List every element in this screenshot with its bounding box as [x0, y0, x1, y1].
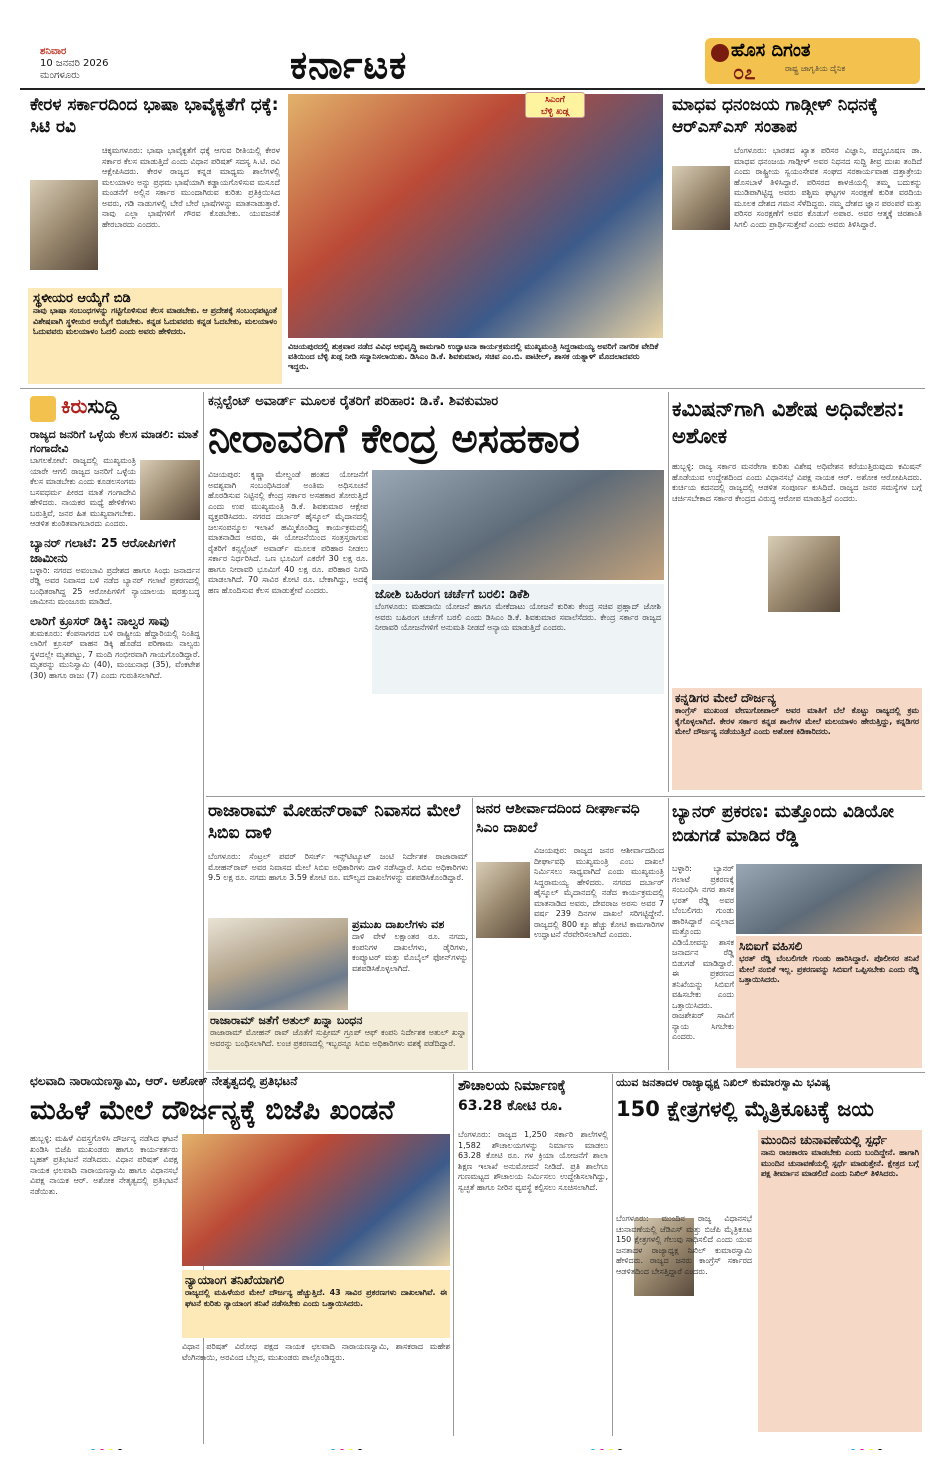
nikhil-box: ಮುಂದಿನ ಚುನಾವಣೆಯಲ್ಲಿ ಸ್ಪರ್ಧೆ ನಾನು ರಾಜಕಾರಣ ಮಾಡಬೇಕು ಎಂದು ಬಂದಿದ್ದೇನೆ. ಹಾಗಾಗಿ ಮುಂದಿನ ಚುನಾವಣೆಯಲ್ಲಿ ಸ್ಪರ್ಧೆ ಮಾಡುತ್ತೇನೆ. ಕ್ಷೇತ್ರದ ಬಗ್ಗೆ ಪಕ್ಷ ತೀರ್ಮಾನ ಮಾಡಲಿದೆ ಎಂದು ನಿಖಿಲ್ ತಿಳಿಸಿದರು.	[758, 1130, 922, 1432]
kirusuddi-column: ರಾಜ್ಯದ ಜನರಿಗೆ ಒಳ್ಳೆಯ ಕೆಲಸ ಮಾಡಲಿ: ಮಾತೆ ಗಂಗಾದೇವಿ ಬಾಗಲಕೋಟೆ: ರಾಜ್ಯದಲ್ಲಿ ಮುಖ್ಯಮಂತ್ರಿ ಯಾರೇ ಆಗಲಿ ರಾಜ್ಯದ ಜನರಿಗೆ ಒಳ್ಳೆಯ ಕೆಲಸ ಮಾಡಬೇಕು ಎಂದು ಕೂಡಲಸಂಗಮ ಬಸವಧರ್ಮ ಪೀಠದ ಮಾತೆ ಗಂಗಾದೇವಿ ಹೇಳಿದರು. ನಾಯಕರ ಮಧ್ಯೆ ಹೇಳಿಕೆಗಳು ಬರುತ್ತಿವೆ, ಜನರ ಹಿತ ಮುಖ್ಯವಾಗಬೇಕು. ಆಡಳಿತ ಕುಂಠಿತವಾಗಬಾರದು ಎಂದರು. ಬ್ಯಾನರ್ ಗಲಾಟೆ: 25 ಆರೋಪಿಗಳಿಗೆ ಜಾಮೀನು ಬಳ್ಳಾರಿ: ನಗರದ ಅವಂಬಾವಿ ಪ್ರದೇಶದ ಹಾಗೂ ಸಿಂಧು ಜನಾರ್ದನ ರೆಡ್ಡಿ ಅವರ ನಿವಾಸದ ಬಳಿ ನಡೆದ ಬ್ಯಾನರ್ ಗಲಾಟೆ ಪ್ರಕರಣದಲ್ಲಿ ಬಂಧಿತರಾಗಿದ್ದ 25 ಆರೋಪಿಗಳಿಗೆ ನ್ಯಾಯಾಲಯ ಷರತ್ತುಬದ್ಧ ಜಾಮೀನು ಮಂಜೂರು ಮಾಡಿದೆ. ಲಾರಿಗೆ ಕ್ರೂಸರ್ ಡಿಕ್ಕಿ: ನಾಲ್ವರ ಸಾವು ತುಮಕೂರು: ಕೆಂಪಸಾಗರದ ಬಳಿ ರಾಷ್ಟ್ರೀಯ ಹೆದ್ದಾರಿಯಲ್ಲಿ ನಿಂತಿದ್ದ ಲಾರಿಗೆ ಕ್ರೂಸರ್ ವಾಹನ ಡಿಕ್ಕಿ ಹೊಡೆದ ಪರಿಣಾಮ ನಾಲ್ವರು ಸ್ಥಳದಲ್ಲೇ ಮೃತಪಟ್ಟು, 7 ಮಂದಿ ಗಂಭೀರವಾಗಿ ಗಾಯಗೊಂಡಿದ್ದಾರೆ. ಮೃತರನ್ನು ಮುನಿಸ್ವಾಮಿ (40), ಮಂಜುನಾಥ (35), ವೆಂಕಟೇಶ (30) ಹಾಗೂ ರಾಜು (7) ಎಂದು ಗುರುತಿಸಲಾಗಿದೆ.	[30, 428, 200, 680]
cash-seized-photo	[208, 918, 348, 1010]
column-divider	[453, 1074, 454, 1436]
kirusuddi-title: ಕಿರುಸುದ್ದಿ	[30, 394, 200, 424]
newspaper-logo	[705, 38, 920, 84]
lead-box: ಜೋಶಿ ಬಹಿರಂಗ ಚರ್ಚೆಗೆ ಬರಲಿ: ಡಿಕೆಶಿ ಬೆಂಗಳೂರು: ಮಹದಾಯಿ ಯೋಜನೆ ಹಾಗೂ ಮೇಕೆದಾಟು ಯೋಜನೆ ಕುರಿತು ಕೇಂದ್ರ ಸಚಿವ ಪ್ರಹ್ಲಾದ್ ಜೋಶಿ ಅವರು ಬಹಿರಂಗ ಚರ್ಚೆಗೆ ಬರಲಿ ಎಂದು ಡಿಸಿಎಂ ಡಿ.ಕೆ. ಶಿವಕುಮಾರ ಸವಾಲೆಸೆದರು. ಕೇಂದ್ರ ಸರ್ಕಾರ ರಾಜ್ಯದ ನೀರಾವರಿ ಯೋಜನೆಗಳಿಗೆ ಅನುಮತಿ ನೀಡದೆ ಅನ್ಯಾಯ ಮಾಡುತ್ತಿದೆ ಎಂದರು.	[372, 584, 664, 694]
nikhil-body: ಬೆಂಗಳೂರು: ಮುಂದಿನ ರಾಜ್ಯ ವಿಧಾನಸಭೆ ಚುನಾವಣೆಯಲ್ಲಿ ಜೆಡಿಎಸ್ ಮತ್ತು ಬಿಜೆಪಿ ಮೈತ್ರಿಕೂಟ 150 ಕ್ಷೇತ್ರಗಳಲ್ಲಿ ಗೆಲುವು ಸಾಧಿಸಲಿದೆ ಎಂದು ಯುವ ಜನತಾದಳ ರಾಜ್ಯಾಧ್ಯಕ್ಷ ನಿಖಿಲ್ ಕುಮಾರಸ್ವಾಮಿ ಹೇಳಿದರು. ರಾಜ್ಯದ ಜನರು ಕಾಂಗ್ರೆಸ್ ಸರ್ಕಾರದ ಆಡಳಿತದಿಂದ ಬೇಸತ್ತಿದ್ದಾರೆ ಎಂದರು.	[616, 1214, 752, 1276]
column-divider	[668, 798, 669, 1070]
register-mark	[850, 1440, 910, 1450]
row-divider	[20, 388, 925, 389]
story1-body: ಚಿಕ್ಕಮಗಳೂರು: ಭಾಷಾ ಭಾವೈಕ್ಯತೆಗೆ ಧಕ್ಕೆ ಆಗುವ ರೀತಿಯಲ್ಲಿ ಕೇರಳ ಸರ್ಕಾರ ಕೆಲಸ ಮಾಡುತ್ತಿದೆ ಎಂದು ವಿಧಾನ ಪರಿಷತ್ ಸದಸ್ಯ ಸಿ.ಟಿ. ರವಿ ಆಕ್ಷೇಪಿಸಿದರು. ಕೇರಳ ರಾಜ್ಯದ ಕನ್ನಡ ಮಾಧ್ಯಮ ಶಾಲೆಗಳಲ್ಲಿ ಮಲಯಾಳಂ ಅನ್ನು ಪ್ರಥಮ ಭಾಷೆಯಾಗಿ ಕಡ್ಡಾಯಗೊಳಿಸುವ ಮಸೂದೆ ಮಂಡನೆಗೆ ಅಲ್ಲಿನ ಸರ್ಕಾರ ಮುಂದಾಗಿರುವ ಕುರಿತು ಪ್ರತಿಕ್ರಿಯಿಸಿದ ಅವರು, ಗಡಿ ನಾಡುಗಳಲ್ಲಿ ಬೇರೆ ಬೇರೆ ಭಾಷೆಗಳನ್ನು ಮಾತನಾಡುತ್ತಾರೆ. ನಾವು ಎಲ್ಲಾ ಭಾಷೆಗಳಿಗೆ ಗೌರವ ಕೊಡಬೇಕು. ಯುವಜನತೆ ಹೇರಬಾರದು ಎಂದರು.	[102, 146, 280, 229]
register-mark	[590, 1440, 650, 1450]
bjp-kicker: ಛಲವಾದಿ ನಾರಾಯಣಸ್ವಾಮಿ, ಆರ್. ಅಶೋಕ್ ನೇತೃತ್ವದಲ್ಲಿ ಪ್ರತಿಭಟನೆ	[30, 1074, 298, 1088]
cm-felicitation-photo	[288, 94, 663, 338]
reddy-press-photo	[736, 864, 922, 934]
bjp-body: ಹುಬ್ಬಳ್ಳಿ: ಮಹಿಳೆ ವಿವಸ್ತ್ರಗೊಳಿಸಿ ದೌರ್ಜನ್ಯ ನಡೆಸಿದ ಘಟನೆ ಖಂಡಿಸಿ ಬಿಜೆಪಿ ಮುಖಂಡರು ಹಾಗೂ ಕಾರ್ಯಕರ್ತರು ಬೃಹತ್ ಪ್ರತಿಭಟನೆ ನಡೆಸಿದರು. ವಿಧಾನ ಪರಿಷತ್ ವಿಪಕ್ಷ ನಾಯಕ ಛಲವಾದಿ ನಾರಾಯಣಸ್ವಾಮಿ ಹಾಗೂ ವಿಧಾನಸಭೆ ವಿಪಕ್ಷ ನಾಯಕ ಆರ್. ಅಶೋಕ ನೇತೃತ್ವದಲ್ಲಿ ಪ್ರತಿಭಟನೆ ನಡೆಯಿತು.	[30, 1134, 178, 1196]
ashok-box: ಕನ್ನಡಿಗರ ಮೇಲೆ ದೌರ್ಜನ್ಯ ಕಾಂಗ್ರೆಸ್ ಮುಖಂಡ ವೇಣುಗೋಪಾಲ್ ಅವರ ಮಾತಿಗೆ ಬೆಲೆ ಕೊಟ್ಟು ರಾಜ್ಯದಲ್ಲಿ ಕ್ರಮ ಕೈಗೊಳ್ಳಲಾಗಿದೆ. ಕೇರಳ ಸರ್ಕಾರ ಕನ್ನಡ ಶಾಲೆಗಳ ಮೇಲೆ ಮಲಯಾಳಂ ಹೇರುತ್ತಿದ್ದು, ಕನ್ನಡಿಗರ ಮೇಲೆ ದೌರ್ಜನ್ಯ ನಡೆಯುತ್ತಿದೆ ಎಂದು ಅಶೋಕ ಕಿಡಿಕಾರಿದರು.	[672, 688, 922, 790]
cbi-body: ಬೆಂಗಳೂರು: ಸೆಂಟ್ರಲ್ ಪವರ್ ರಿಸರ್ಚ್ ಇನ್ಸ್‌ಟಿಟ್ಯೂಟ್ ಜಂಟಿ ನಿರ್ದೇಶಕ ರಾಜಾರಾಮ್ ಮೋಹನ್‌ರಾವ್ ಅವರ ನಿವಾಸದ ಮೇಲೆ ಸಿಬಿಐ ಅಧಿಕಾರಿಗಳು ದಾಳಿ ನಡೆಸಿದ್ದಾರೆ. ಸಿಬಿಐ ಅಧಿಕಾರಿಗಳು 9.5 ಲಕ್ಷ ರೂ. ನಗದು ಹಾಗೂ 3.59 ಕೋಟಿ ರೂ. ಮೌಲ್ಯದ ದಾಖಲೆಗಳನ್ನು ವಶಪಡಿಸಿಕೊಂಡಿದ್ದಾರೆ.	[208, 852, 468, 882]
nikhil-kicker: ಯುವ ಜನತಾದಳ ರಾಜ್ಯಾಧ್ಯಕ್ಷ ನಿಖಿಲ್ ಕುಮಾರಸ್ವಾಮಿ ಭವಿಷ್ಯ	[616, 1076, 831, 1089]
logo-tagline: ರಾಷ್ಟ್ರ ಜಾಗೃತಿಯ ದೈನಿಕ	[785, 64, 846, 73]
story3-body: ಬೆಂಗಳೂರು: ಭಾರತದ ಖ್ಯಾತ ಪರಿಸರ ವಿಜ್ಞಾನಿ, ಪದ್ಮಭೂಷಣ ಡಾ. ಮಾಧವ ಧನಂಜಯ ಗಾಡ್ಗೀಳ್ ಅವರ ನಿಧನದ ಸುದ್ದಿ ತೀವ್ರ ದುಃಖ ತಂದಿದೆ ಎಂದು ರಾಷ್ಟ್ರೀಯ ಸ್ವಯಂಸೇವಕ ಸಂಘದ ಸರಕಾರ್ಯವಾಹ ದತ್ತಾತ್ರೇಯ ಹೊಸಬಾಳೆ ತಿಳಿಸಿದ್ದಾರೆ. ಪರಿಸರದ ಕಾಳಜಿಯಲ್ಲಿ ತಮ್ಮ ಬದುಕನ್ನು ಮುಡಿಪಾಗಿಟ್ಟಿದ್ದ ಅವರು ಪಶ್ಚಿಮ ಘಟ್ಟಗಳ ಸಂರಕ್ಷಣೆ ಕುರಿತ ವರದಿಯ ಮೂಲಕ ದೇಶದ ಗಮನ ಸೆಳೆದಿದ್ದರು. ನಮ್ಮ ದೇಶದ ಜ್ಞಾನ ಪರಂಪರೆ ಮತ್ತು ಪರಿಸರ ಸಂರಕ್ಷಣೆಗೆ ಅವರ ಕೊಡುಗೆ ಅಪಾರ. ಅವರ ಆತ್ಮಕ್ಕೆ ಚಿರಶಾಂತಿ ಸಿಗಲಿ ಎಂದು ಪ್ರಾರ್ಥಿಸುತ್ತೇವೆ ಎಂದು ಅವರು ತಿಳಿಸಿದ್ದಾರೆ.	[734, 146, 922, 229]
bjp-body2: ವಿಧಾನ ಪರಿಷತ್ ವಿರೋಧ ಪಕ್ಷದ ನಾಯಕ ಛಲವಾದಿ ನಾರಾಯಣಸ್ವಾಮಿ, ಶಾಸಕರಾದ ಮಹೇಶ ಟೆಂಗಿನಕಾಯಿ, ಅರವಿಂದ ಬೆಲ್ಲದ, ಮುಖಂಡರು ಪಾಲ್ಗೊಂಡಿದ್ದರು.	[182, 1342, 450, 1362]
edition-city: ಮಂಗಳೂರು	[40, 70, 80, 81]
reddy-body: ಬಳ್ಳಾರಿ: ಬ್ಯಾನರ್ ಗಲಾಟೆ ಪ್ರಕರಣಕ್ಕೆ ಸಂಬಂಧಿಸಿ ನಗರ ಶಾಸಕ ಭರತ್ ರೆಡ್ಡಿ ಅವರ ಬೆಂಬಲಿಗರು ಗುಂಡು ಹಾರಿಸಿದ್ದಾರೆ ಎನ್ನಲಾದ ಮತ್ತೊಂದು ವಿಡಿಯೋವನ್ನು ಶಾಸಕ ಜನಾರ್ದನ ರೆಡ್ಡಿ ಬಿಡುಗಡೆ ಮಾಡಿದ್ದಾರೆ. ಈ ಪ್ರಕರಣದ ತನಿಖೆಯನ್ನು ಸಿಬಿಐಗೆ ವಹಿಸಬೇಕು ಎಂದು ಒತ್ತಾಯಿಸಿದರು. ರಾಜಶೇಖರ್ ಸಾವಿಗೆ ನ್ಯಾಯ ಸಿಗಬೇಕು ಎಂದರು.	[672, 864, 734, 1041]
lead-body: ವಿಜಯಪುರ: ಕೃಷ್ಣಾ ಮೇಲ್ದಂಡೆ ಹಂತದ ಯೋಜನೆಗೆ ಅವಶ್ಯವಾಗಿ ಸಂಬಂಧಿಸಿದಂತೆ ಅಂತಿಮ ಅಧಿಸೂಚನೆ ಹೊರಡಿಸುವ ನಿಟ್ಟಿನಲ್ಲಿ ಕೇಂದ್ರ ಸರ್ಕಾರ ಅಸಹಕಾರ ತೋರುತ್ತಿದೆ ಎಂದು ಉಪ ಮುಖ್ಯಮಂತ್ರಿ ಡಿ.ಕೆ. ಶಿವಕುಮಾರ ಆಕ್ಷೇಪ ವ್ಯಕ್ತಪಡಿಸಿದರು. ನಗರದ ದರ್ಬಾರ್ ಹೈಸ್ಕೂಲ್ ಮೈದಾನದಲ್ಲಿ ಜಲಸಂಪನ್ಮೂಲ ಇಲಾಖೆ ಹಮ್ಮಿಕೊಂಡಿದ್ದ ಕಾರ್ಯಕ್ರಮದಲ್ಲಿ ಮಾತನಾಡಿದ ಅವರು, ಈ ಯೋಜನೆಯಿಂದ ಸಂತ್ರಸ್ತರಾಗುವ ರೈತರಿಗೆ ಕನ್ಸಲ್ಟೆಂಟ್ ಅವಾರ್ಡ್ ಮೂಲಕ ಪರಿಹಾರ ನೀಡಲು ಸರ್ಕಾರ ನಿರ್ಧರಿಸಿದೆ. ಒಣ ಭೂಮಿಗೆ ಎಕರೆಗೆ 30 ಲಕ್ಷ ರೂ. ಹಾಗೂ ನೀರಾವರಿ ಭೂಮಿಗೆ 40 ಲಕ್ಷ ರೂ. ಪರಿಹಾರ ನಿಗದಿ ಮಾಡಲಾಗಿದೆ. 70 ಸಾವಿರ ಕೋಟಿ ರೂ. ಬೇಕಾಗಿದ್ದು, ಅದಕ್ಕೆ ಹಣ ಹೊಂದಿಸುವ ಕೆಲಸ ಮಾಡುತ್ತೇವೆ ಎಂದರು.	[208, 470, 368, 595]
badge: ಸಿಎಂಗೆ ಬೆಳ್ಳಿ ಖಡ್ಗ	[525, 92, 585, 118]
weekday: ಶನಿವಾರ	[40, 46, 67, 57]
story1-box: ಸ್ಥಳೀಯರ ಆಯ್ಕೆಗೆ ಬಿಡಿ ನಾವು ಭಾಷಾ ಸಂಬಂಧಗಳನ್ನು ಗಟ್ಟಿಗೊಳಿಸುವ ಕೆಲಸ ಮಾಡಬೇಕು. ಆ ಪ್ರದೇಶಕ್ಕೆ ಸಂಬಂಧಪಟ್ಟಂತೆ ವಿಶೇಷವಾಗಿ ಸ್ಥಳೀಯರ ಆಯ್ಕೆಗೆ ಬಿಡಬೇಕು. ಕನ್ನಡ ಓದುವವರು ಕನ್ನಡ ಓದಬೇಕು, ಮಲಯಾಳಂ ಓದುವವರು ಮಲಯಾಳಂ ಓದಲಿ ಎಂದು ಅವರು ಹೇಳಿದರು.	[28, 288, 282, 384]
cbi-inset: ಪ್ರಮುಖ ದಾಖಲೆಗಳು ವಶ ದಾಳಿ ವೇಳೆ ಲಕ್ಷಾಂತರ ರೂ. ನಗದು, ಕಂಪನಿಗಳ ದಾಖಲೆಗಳು, ಡೈರಿಗಳು, ಕಂಪ್ಯೂಟರ್ ಮತ್ತು ಮೊಬೈಲ್ ಫೋನ್‌ಗಳನ್ನು ವಶಪಡಿಸಿಕೊಳ್ಳಲಾಗಿದೆ.	[352, 918, 468, 973]
ashok-headline: ಕಮಿಷನ್‌ಗಾಗಿ ವಿಶೇಷ ಅಧಿವೇಶನ: ಅಶೋಕ	[672, 397, 905, 448]
gangadevi-photo	[140, 460, 200, 520]
dks-rally-photo	[372, 470, 664, 580]
row-divider	[206, 796, 925, 797]
section-title: ಕರ್ನಾಟಕ	[290, 42, 408, 87]
logo-title: ಹೊಸ ದಿಗಂತ	[731, 40, 811, 61]
megaphone-icon	[30, 396, 56, 422]
bjp-headline: ಮಹಿಳೆ ಮೇಲೆ ದೌರ್ಜನ್ಯಕ್ಕೆ ಬಿಜೆಪಿ ಖಂಡನೆ	[30, 1095, 395, 1126]
column-divider	[668, 392, 669, 792]
register-mark	[330, 1440, 390, 1450]
register-mark	[90, 1440, 150, 1450]
cm-body: ವಿಜಯಪುರ: ರಾಜ್ಯದ ಜನರ ಆಶೀರ್ವಾದದಿಂದ ದೀರ್ಘಾವಧಿ ಮುಖ್ಯಮಂತ್ರಿ ಎಂಬ ದಾಖಲೆ ನಿರ್ಮಿಸಲು ಸಾಧ್ಯವಾಗಿದೆ ಎಂದು ಮುಖ್ಯಮಂತ್ರಿ ಸಿದ್ದರಾಮಯ್ಯ ಹೇಳಿದರು. ನಗರದ ದರ್ಬಾರ್ ಹೈಸ್ಕೂಲ್ ಮೈದಾನದಲ್ಲಿ ನಡೆದ ಕಾರ್ಯಕ್ರಮದಲ್ಲಿ ಮಾತನಾಡಿದ ಅವರು, ದೇವರಾಜ ಅರಸು ಅವರ 7 ವರ್ಷ 239 ದಿನಗಳ ದಾಖಲೆ ಸರಿಗಟ್ಟಿದ್ದೇನೆ. ರಾಜ್ಯದಲ್ಲಿ 800 ಕ್ಕೂ ಹೆಚ್ಚು ಕೋಟಿ ಕಾಮಗಾರಿಗಳ ಉದ್ಘಾಟನೆ ನೆರವೇರಿಸಲಾಗಿದೆ ಎಂದರು.	[534, 846, 664, 939]
lead-headline: ನೀರಾವರಿಗೆ ಕೇಂದ್ರ ಅಸಹಕಾರ	[208, 416, 580, 462]
page-number: ೦೭	[733, 60, 756, 84]
header-divider	[20, 88, 925, 90]
toilet-headline: ಶೌಚಾಲಯ ನಿರ್ಮಾಣಕ್ಕೆ 63.28 ಕೋಟಿ ರೂ.	[458, 1078, 566, 1114]
reddy-headline: ಬ್ಯಾನರ್ ಪ್ರಕರಣ: ಮತ್ತೊಂದು ವಿಡಿಯೋ ಬಿಡುಗಡೆ ಮಾಡಿದ ರೆಡ್ಡಿ	[672, 802, 894, 846]
cm-headline: ಜನರ ಆಶೀರ್ವಾದದಿಂದ ದೀರ್ಘಾವಧಿ ಸಿಎಂ ದಾಖಲೆ	[476, 801, 640, 836]
ashok-body: ಹುಬ್ಬಳ್ಳಿ: ರಾಜ್ಯ ಸರ್ಕಾರ ಮನರೇಗಾ ಕುರಿತು ವಿಶೇಷ ಅಧಿವೇಶನ ಕರೆಯುತ್ತಿರುವುದು ಕಮಿಷನ್ ಹೊಡೆಯುವ ಉದ್ದೇಶದಿಂದ ಎಂದು ವಿಧಾನಸಭೆ ವಿಪಕ್ಷ ನಾಯಕ ಆರ್. ಅಶೋಕ ಆರೋಪಿಸಿದರು. ಕುರ್ಚಿಯ ಕದನದಲ್ಲಿ ರಾಜ್ಯದಲ್ಲಿ ಆಡಳಿತ ಸಂಪೂರ್ಣ ಕುಸಿದಿದೆ. ರಾಜ್ಯದ ಜನರ ಸಮಸ್ಯೆಗಳ ಬಗ್ಗೆ ಚರ್ಚಿಸಬೇಕಾದ ಸರ್ಕಾರ ಕೇಂದ್ರದ ವಿರುದ್ಧ ಆರೋಪ ಮಾಡುತ್ತಿದೆ ಎಂದರು.	[672, 462, 922, 503]
column-divider	[472, 798, 473, 1070]
cbi-headline: ರಾಜಾರಾಮ್ ಮೋಹನ್‌ರಾವ್ ನಿವಾಸದ ಮೇಲೆ ಸಿಬಿಐ ದಾಳಿ	[208, 801, 461, 843]
nikhil-headline: 150 ಕ್ಷೇತ್ರಗಳಲ್ಲಿ ಮೈತ್ರಿಕೂಟಕ್ಕೆ ಜಯ	[616, 1097, 874, 1121]
photo-caption: ವಿಜಯಪುರದಲ್ಲಿ ಶುಕ್ರವಾರ ನಡೆದ ವಿವಿಧ ಅಭಿವೃದ್ಧಿ ಕಾಮಗಾರಿ ಉದ್ಘಾಟನಾ ಕಾರ್ಯಕ್ರಮದಲ್ಲಿ ಮುಖ್ಯಮಂತ್ರಿ ಸಿದ್ದರಾಮಯ್ಯ ಅವರಿಗೆ ನಾಗರಿಕ ವೇದಿಕೆ ವತಿಯಿಂದ ಬೆಳ್ಳಿ ಖಡ್ಗ ನೀಡಿ ಸನ್ಮಾನಿಸಲಾಯಿತು. ಡಿಸಿಎಂ ಡಿ.ಕೆ. ಶಿವಕುಮಾರ, ಸಚಿವ ಎಂ.ಬಿ. ಪಾಟೀಲ್, ಶಾಸಕ ಯತ್ನಾಳ್ ಮೊದಲಾದವರು ಇದ್ದರು.	[288, 342, 659, 371]
bjp-protest-photo	[182, 1134, 450, 1266]
toilet-body: ಬೆಂಗಳೂರು: ರಾಜ್ಯದ 1,250 ಸರ್ಕಾರಿ ಶಾಲೆಗಳಲ್ಲಿ 1,582 ಶೌಚಾಲಯಗಳನ್ನು ನಿರ್ಮಾಣ ಮಾಡಲು 63.28 ಕೋಟಿ ರೂ. ಗಳ ಕ್ರಿಯಾ ಯೋಜನೆಗೆ ಶಾಲಾ ಶಿಕ್ಷಣ ಇಲಾಖೆ ಅನುಮೋದನೆ ನೀಡಿದೆ. ಪ್ರತಿ ಶಾಲೆಗೂ ಗುಣಮಟ್ಟದ ಶೌಚಾಲಯ ನಿರ್ಮಿಸಲು ಉದ್ದೇಶಿಸಲಾಗಿದ್ದು, ಸ್ವಚ್ಛತೆ ಹಾಗೂ ನೀರಿನ ವ್ಯವಸ್ಥೆ ಕಲ್ಪಿಸಲು ಸೂಚಿಸಲಾಗಿದೆ.	[458, 1130, 608, 1192]
column-divider	[612, 1074, 613, 1436]
row-divider	[206, 1072, 925, 1073]
lamp-icon	[711, 44, 729, 62]
date-block	[40, 46, 210, 86]
lead-body-cont	[372, 700, 664, 792]
story1-headline: ಕೇರಳ ಸರ್ಕಾರದಿಂದ ಭಾಷಾ ಭಾವೈಕ್ಯತೆಗೆ ಧಕ್ಕೆ: ಸಿಟಿ ರವಿ	[30, 95, 279, 137]
reddy-box: ಸಿಬಿಐಗೆ ವಹಿಸಲಿ ಭರತ್ ರೆಡ್ಡಿ ಬೆಂಬಲಿಗರೇ ಗುಂಡು ಹಾರಿಸಿದ್ದಾರೆ. ಪೊಲೀಸರ ತನಿಖೆ ಮೇಲೆ ನಂಬಿಕೆ ಇಲ್ಲ. ಪ್ರಕರಣವನ್ನು ಸಿಬಿಐಗೆ ಒಪ್ಪಿಸಬೇಕು ಎಂದು ರೆಡ್ಡಿ ಒತ್ತಾಯಿಸಿದರು.	[736, 936, 922, 1068]
lead-kicker: ಕನ್ಸಲ್ಟೆಂಟ್ ಅವಾರ್ಡ್ ಮೂಲಕ ರೈತರಿಗೆ ಪರಿಹಾರ: ಡಿ.ಕೆ. ಶಿವಕುಮಾರ	[208, 394, 499, 409]
bjp-box: ನ್ಯಾಯಾಂಗ ತನಿಖೆಯಾಗಲಿ ರಾಜ್ಯದಲ್ಲಿ ಮಹಿಳೆಯರ ಮೇಲೆ ದೌರ್ಜನ್ಯ ಹೆಚ್ಚುತ್ತಿದೆ. 43 ಸಾವಿರ ಪ್ರಕರಣಗಳು ದಾಖಲಾಗಿವೆ. ಈ ಘಟನೆ ಕುರಿತು ನ್ಯಾಯಾಂಗ ತನಿಖೆ ನಡೆಸಬೇಕು ಎಂದು ಒತ್ತಾಯಿಸಿದರು.	[182, 1270, 450, 1338]
date: 10 ಜನವರಿ 2026	[40, 58, 109, 69]
story3-headline: ಮಾಧವ ಧನಂಜಯ ಗಾಡ್ಗೀಳ್ ನಿಧನಕ್ಕೆ ಆರ್‌ಎಸ್‌ಎಸ್ ಸಂತಾಪ	[672, 95, 878, 137]
cbi-sub: ರಾಜಾರಾಮ್ ಜತೆಗೆ ಅತುಲ್ ಖನ್ನಾ ಬಂಧನ ರಾಜಾರಾಮ್ ಮೋಹನ್ ರಾವ್ ಜೊತೆಗೆ ಸುಪ್ರೀಮ್ ಗ್ರೂಪ್ ಆಫ್ ಕಂಪನಿ ನಿರ್ದೇಶಕ ಅತುಲ್ ಖನ್ನಾ ಅವರನ್ನು ಬಂಧಿಸಲಾಗಿದೆ. ಲಂಚ ಪ್ರಕರಣದಲ್ಲಿ ಇಬ್ಬರನ್ನೂ ಸಿಬಿಐ ಅಧಿಕಾರಿಗಳು ವಶಕ್ಕೆ ಪಡೆದಿದ್ದಾರೆ.	[208, 1012, 468, 1070]
